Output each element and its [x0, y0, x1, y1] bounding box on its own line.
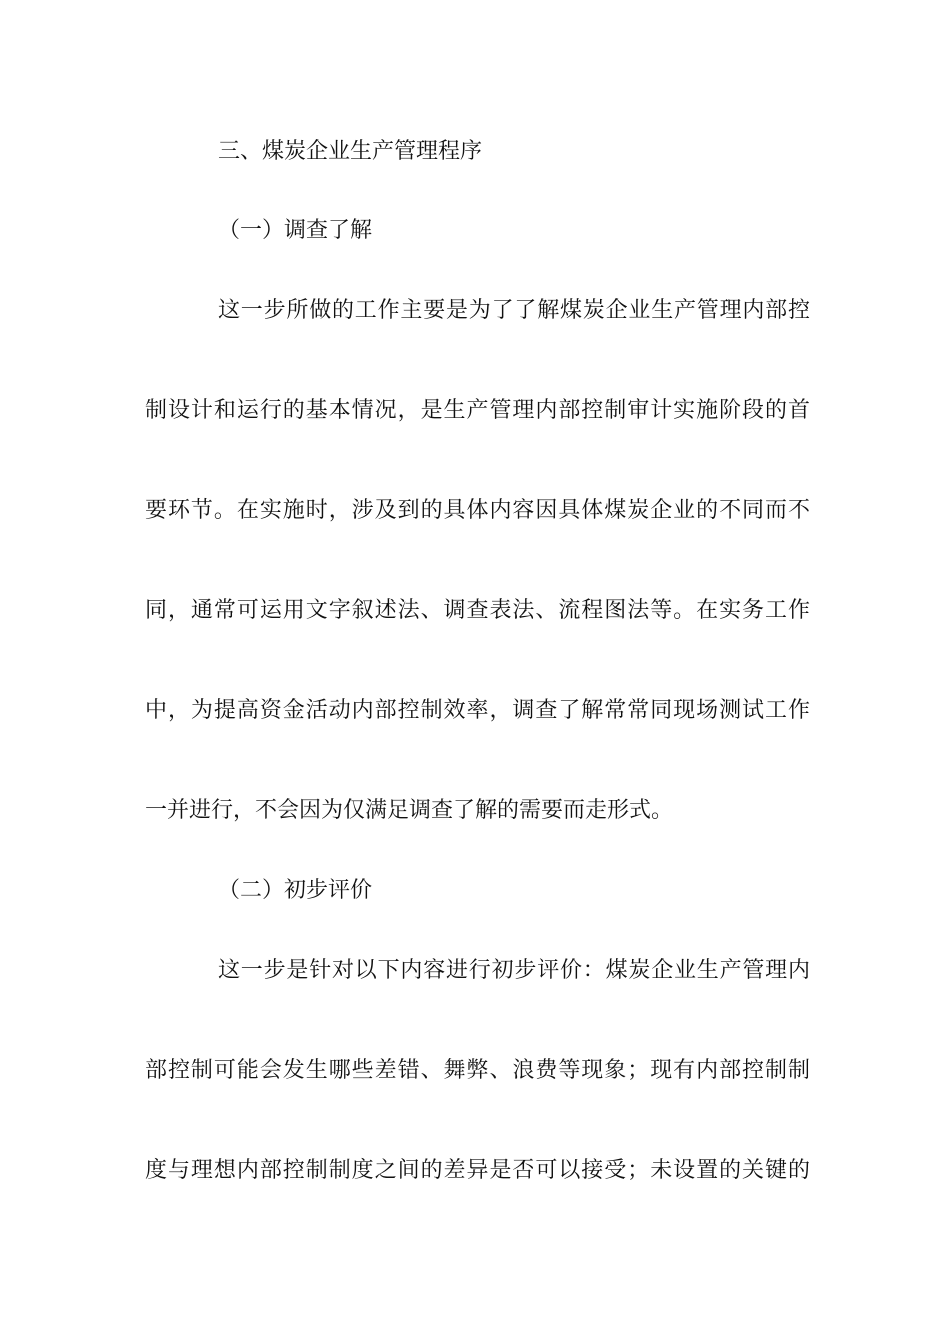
paragraph-1-line-2: 制设计和运行的基本情况，是生产管理内部控制审计实施阶段的首 [145, 398, 810, 423]
subsection-heading-survey: （一）调查了解 [218, 218, 373, 243]
paragraph-1-line-1: 这一步所做的工作主要是为了了解煤炭企业生产管理内部控 [218, 298, 810, 323]
paragraph-1-line-4: 同，通常可运用文字叙述法、调查表法、流程图法等。在实务工作 [145, 598, 810, 623]
section-heading: 三、煤炭企业生产管理程序 [218, 139, 483, 164]
paragraph-1-line-6: 一并进行，不会因为仅满足调查了解的需要而走形式。 [145, 798, 674, 823]
paragraph-1-line-5: 中，为提高资金活动内部控制效率，调查了解常常同现场测试工作 [145, 698, 810, 723]
paragraph-2-line-2: 部控制可能会发生哪些差错、舞弊、浪费等现象；现有内部控制制 [145, 1058, 810, 1083]
subsection-heading-evaluation: （二）初步评价 [218, 878, 373, 903]
paragraph-1-line-3: 要环节。在实施时，涉及到的具体内容因具体煤炭企业的不同而不 [145, 498, 810, 523]
paragraph-2-line-1: 这一步是针对以下内容进行初步评价：煤炭企业生产管理内 [218, 958, 810, 983]
paragraph-2-line-3: 度与理想内部控制制度之间的差异是否可以接受；未设置的关键的 [145, 1158, 810, 1183]
